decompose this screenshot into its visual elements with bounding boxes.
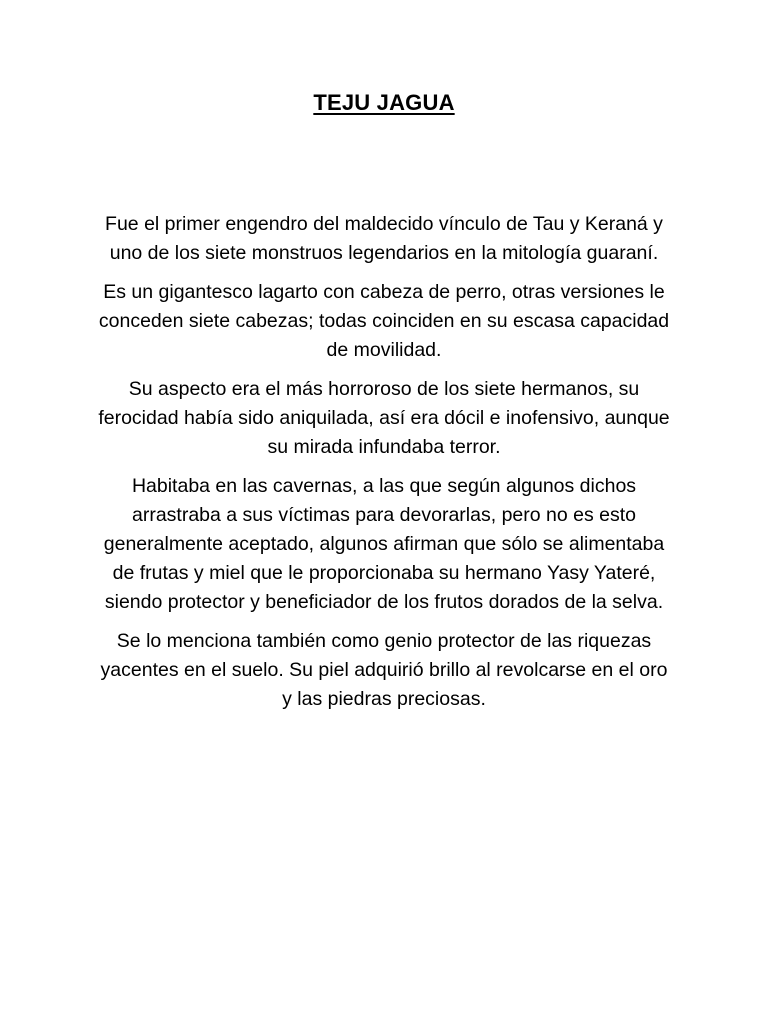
paragraph-2: Es un gigantesco lagarto con cabeza de perro, otras versiones le conceden siete cabezas; todas coinciden en su escasa capacidad de movilidad.	[98, 281, 670, 361]
page-title: TEJU JAGUA	[313, 90, 455, 115]
paragraph-1: Fue el primer engendro del maldecido vínculo de Tau y Keraná y uno de los siete monstruos legendarios en la mitología guaraní.	[105, 213, 663, 264]
paragraph-5: Se lo menciona también como genio protector de las riquezas yacentes en el suelo. Su piel adquirió brillo al revolcarse en el oro y las piedras preciosas.	[100, 630, 668, 710]
document-body	[96, 210, 672, 724]
paragraph-3: Su aspecto era el más horroroso de los siete hermanos, su ferocidad había sido aniquilada, así era dócil e inofensivo, aunque su mirada infundaba terror.	[98, 378, 670, 458]
paragraph-4: Habitaba en las cavernas, a las que según algunos dichos arrastraba a sus víctimas para devorarlas, pero no es esto generalmente aceptado, algunos afirman que sólo se alimentaba de frutas y miel que le proporcionaba su hermano Yasy Yateré, siendo protector y beneficiador de los frutos dorados de la selva.	[103, 475, 665, 613]
